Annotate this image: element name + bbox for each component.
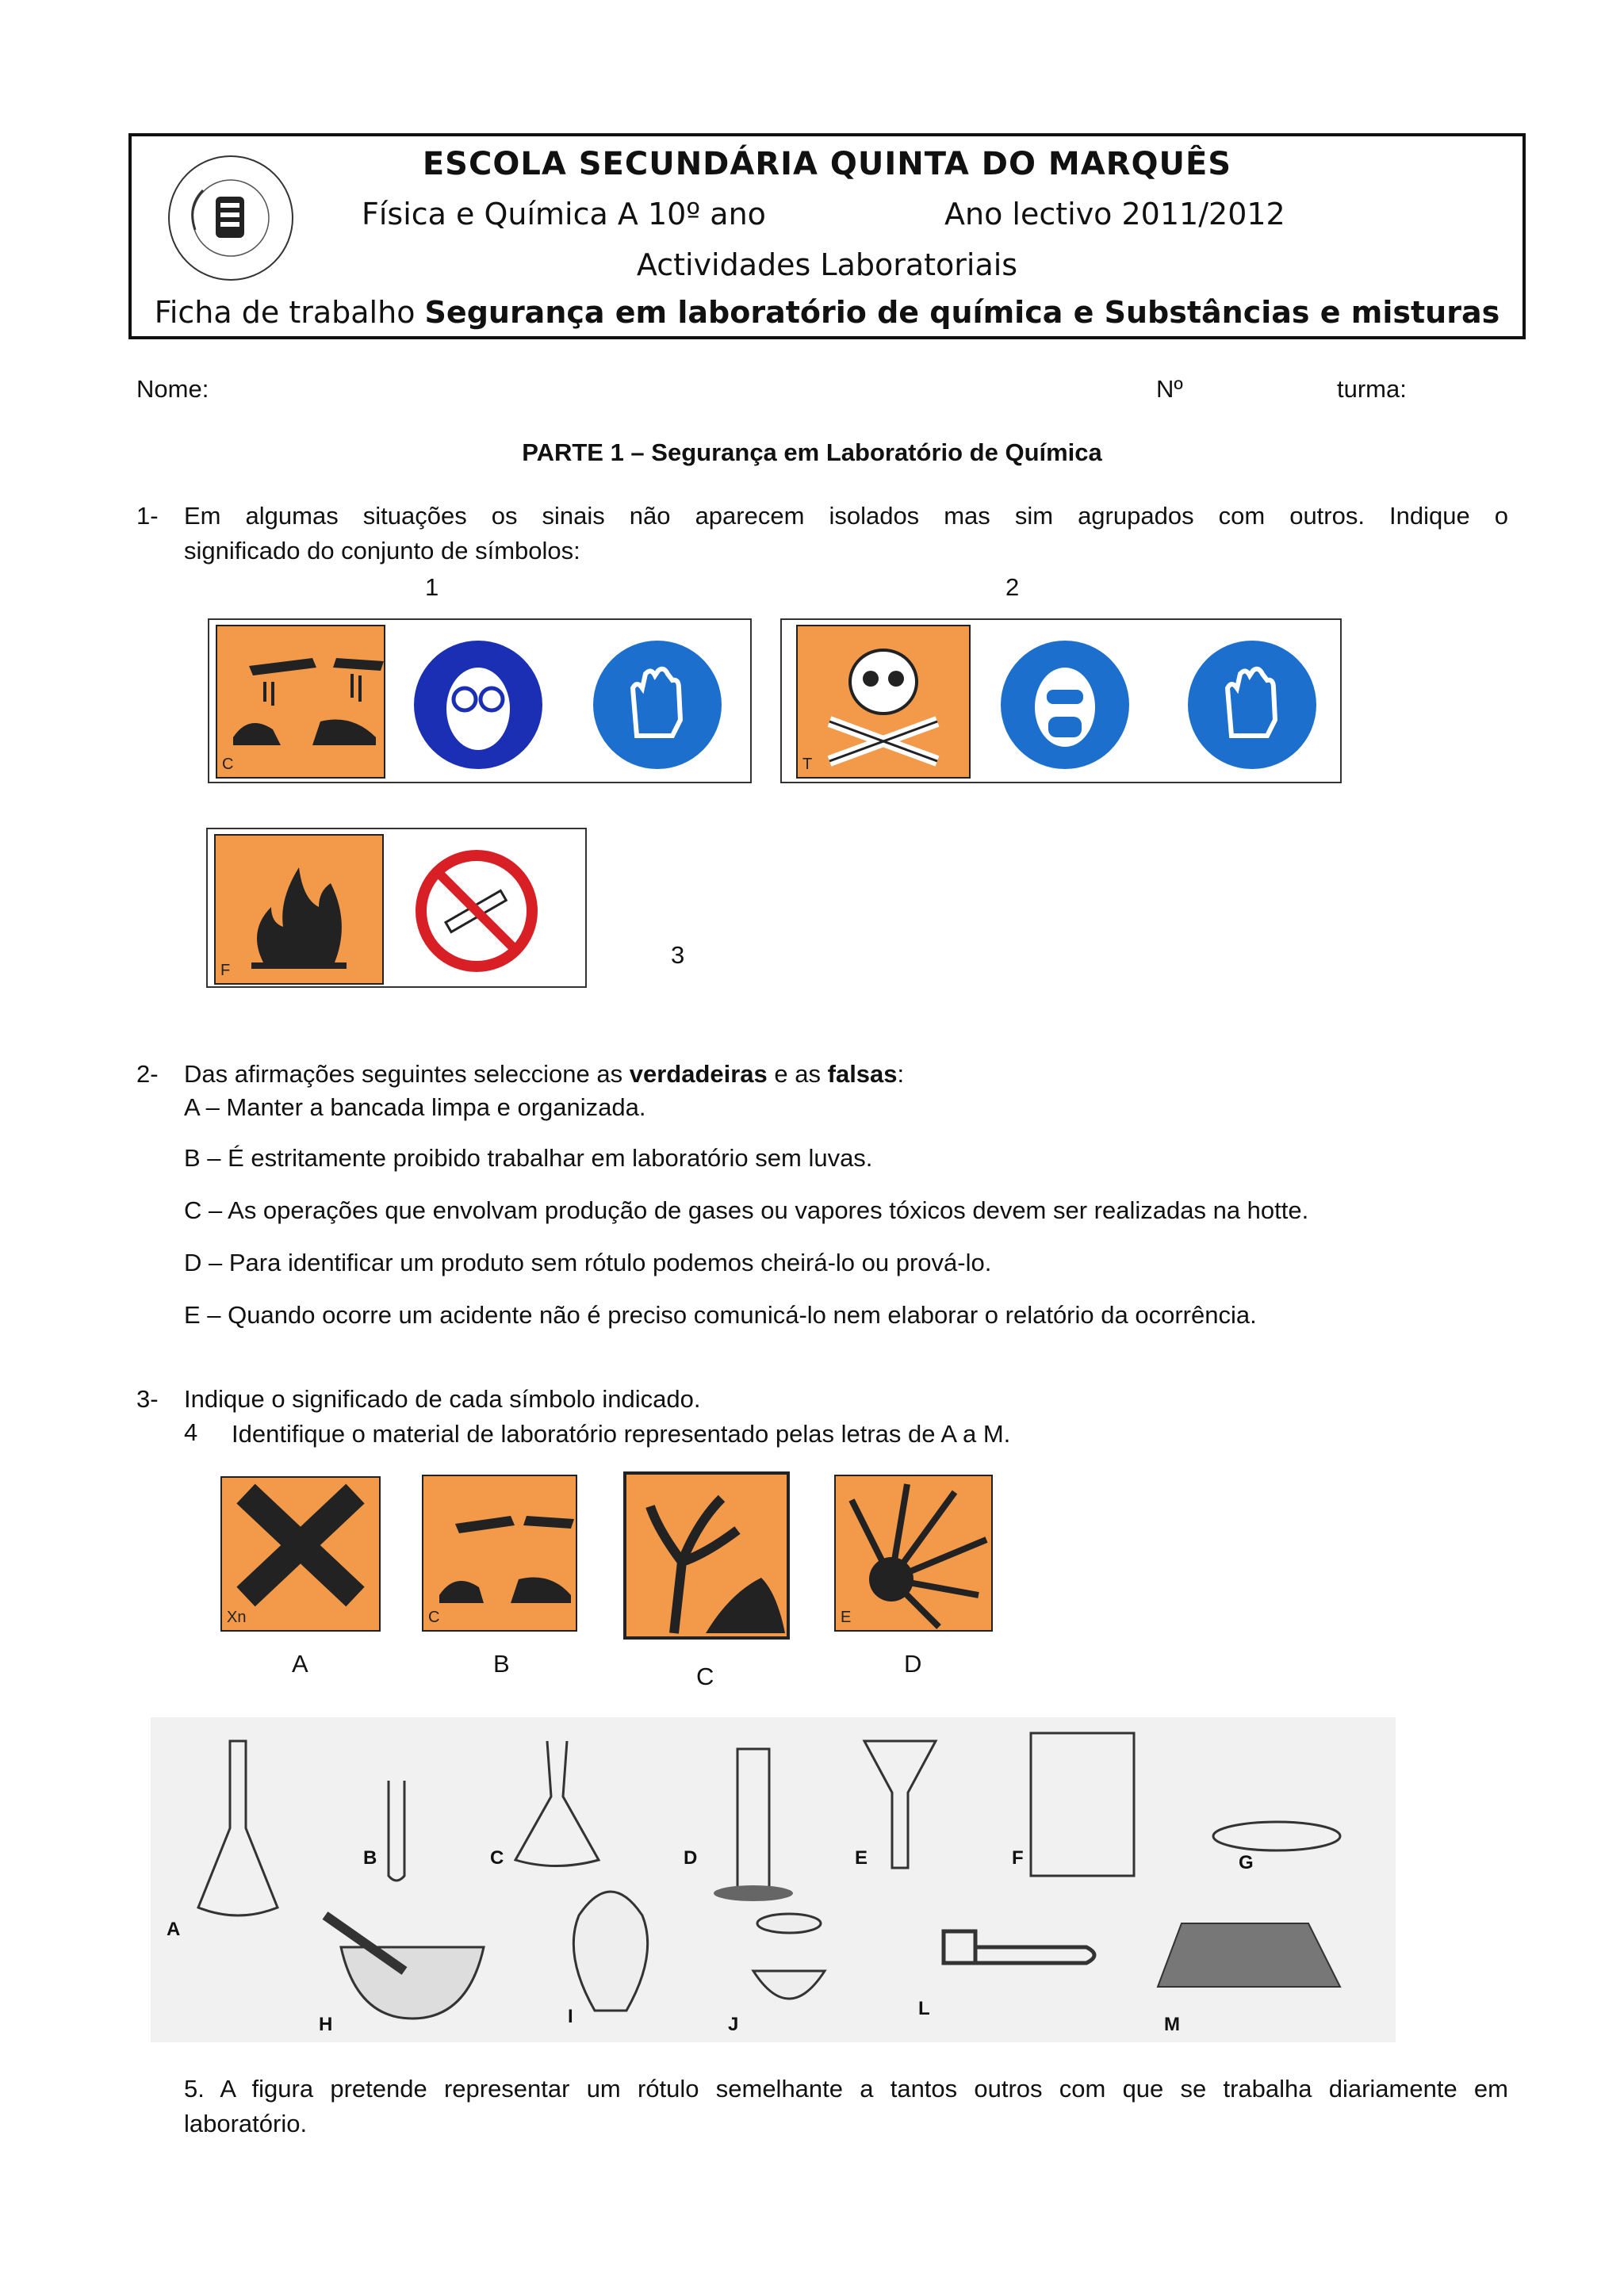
sheet-prefix: Ficha de trabalho (154, 295, 416, 330)
symbol-group-1 (208, 618, 752, 783)
q4-text: Identifique o material de laboratório representado pelas letras de A a M. (232, 1420, 1011, 1448)
flammable-letter: F (220, 962, 231, 979)
equipment-label-i: I (568, 2006, 573, 2027)
symbol-group-3 (206, 828, 587, 988)
q2-item: A – Manter a bancada limpa e organizada. (184, 1093, 646, 1121)
q2-intro-before: Das afirmações seguintes seleccione as (184, 1060, 630, 1088)
q2-item: E – Quando ocorre um acidente não é preciso comunicá-lo nem elaborar o relatório da ocorrência. (184, 1301, 1257, 1329)
q2-item: B – É estritamente proibido trabalhar em laboratório sem luvas. (184, 1144, 873, 1172)
corrosive-code: C (428, 1609, 440, 1626)
corrosive-icon-2 (422, 1475, 577, 1632)
group3-label: 3 (671, 941, 685, 969)
goggles-mandatory-icon (414, 641, 542, 769)
school-year: Ano lectivo 2011/2012 (944, 197, 1285, 232)
equipment-label-e: E (855, 1847, 868, 1869)
equipment-label-c: C (490, 1847, 504, 1869)
lab-equipment-figure (151, 1717, 1396, 2042)
q2-intro-mid: e as (767, 1060, 828, 1088)
environment-hazard-icon (623, 1471, 790, 1640)
header-box (128, 133, 1526, 339)
equipment-label-a: A (167, 1919, 181, 1940)
sheet-topic: Segurança em laboratório de química e Substâncias e misturas (424, 295, 1500, 330)
gloves-mandatory-icon (593, 641, 722, 769)
q2-intro-after: : (897, 1060, 905, 1088)
symbol-label-c: C (696, 1663, 714, 1690)
no-smoking-icon (412, 847, 541, 975)
name-label: Nome: (136, 375, 209, 403)
q2-intro (184, 1059, 904, 1089)
number-label: Nº (1156, 375, 1183, 403)
explosive-code: E (841, 1609, 852, 1626)
q5-line1: 5. A figura pretende representar um rótulo semelhante a tantos outros com que se trabalha diariamente em (184, 2075, 1508, 2103)
harmful-icon (220, 1476, 381, 1632)
toxic-icon (796, 625, 971, 779)
gloves-mandatory-icon-2 (1188, 641, 1316, 769)
q1-text-line1: Em algumas situações os sinais não aparecem isolados mas sim agrupados com outros. Indique o (184, 502, 1508, 530)
equipment-label-g: G (1239, 1852, 1254, 1873)
equipment-label-b: B (363, 1847, 377, 1869)
group1-label: 1 (425, 573, 439, 601)
harmful-code: Xn (227, 1609, 247, 1626)
flammable-icon (214, 834, 384, 985)
symbol-label-b: B (493, 1650, 510, 1678)
school-name: ESCOLA SECUNDÁRIA QUINTA DO MARQUÊS (422, 146, 1232, 182)
corrosive-icon (216, 625, 385, 779)
q4-number: 4 (184, 1418, 198, 1446)
class-label: turma: (1337, 375, 1407, 403)
symbol-group-2 (780, 618, 1342, 783)
activity-label: Actividades Laboratoriais (636, 247, 1018, 282)
corrosive-letter: C (222, 756, 234, 773)
q3-number: 3- (136, 1385, 159, 1413)
q1-number: 1- (136, 502, 159, 530)
q2-item: C – As operações que envolvam produção de gases ou vapores tóxicos devem ser realizadas na hotte. (184, 1196, 1309, 1224)
equipment-label-l: L (918, 1998, 930, 2019)
part1-title: PARTE 1 – Segurança em Laboratório de Química (522, 438, 1102, 466)
explosive-icon (834, 1475, 993, 1632)
toxic-letter: T (802, 756, 813, 773)
q3-text: Indique o significado de cada símbolo indicado. (184, 1385, 701, 1413)
equipment-label-h: H (319, 2014, 333, 2035)
q2-intro-true: verdadeiras (629, 1060, 768, 1088)
equipment-label-f: F (1012, 1847, 1024, 1869)
respirator-mandatory-icon (1001, 641, 1129, 769)
symbol-label-d: D (904, 1650, 922, 1678)
equipment-label-j: J (728, 2014, 739, 2035)
q2-number: 2- (136, 1060, 159, 1088)
equipment-label-d: D (684, 1847, 698, 1869)
subject-label: Física e Química A 10º ano (362, 197, 766, 232)
q2-item: D – Para identificar um produto sem rótulo podemos cheirá-lo ou prová-lo. (184, 1249, 992, 1276)
sheet-title (132, 295, 1522, 330)
group2-label: 2 (1005, 573, 1020, 601)
q1-text-line2: significado do conjunto de símbolos: (184, 537, 580, 564)
q5-line2: laboratório. (184, 2110, 308, 2137)
q2-intro-false: falsas (827, 1060, 898, 1088)
symbol-label-a: A (292, 1650, 308, 1678)
equipment-label-m: M (1164, 2014, 1180, 2035)
